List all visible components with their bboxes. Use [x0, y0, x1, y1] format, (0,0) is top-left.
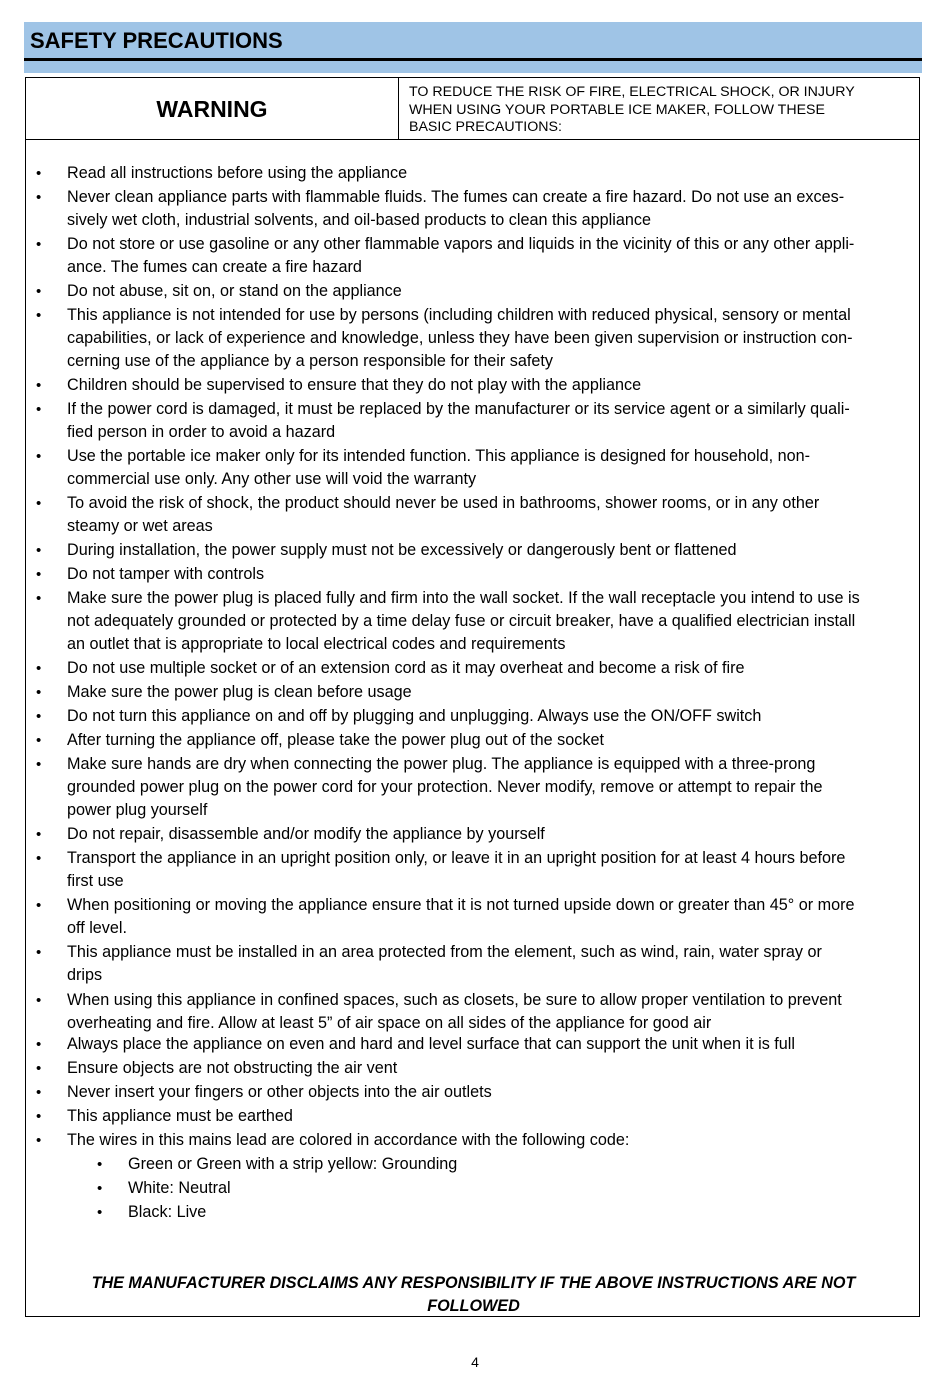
instruction-item — [36, 539, 917, 562]
instruction-line: Green or Green with a strip yellow: Grounding — [128, 1155, 458, 1173]
instruction-item — [36, 445, 917, 491]
instruction-item — [36, 186, 917, 232]
instruction-line: The wires in this mains lead are colored in accordance with the following code: — [67, 1131, 630, 1149]
instruction-item — [36, 233, 917, 279]
instruction-line: cerning use of the appliance by a person responsible for their safety — [67, 352, 553, 371]
instruction-line: off level. — [67, 919, 127, 938]
instruction-item — [36, 280, 917, 303]
instruction-line: Do not repair, disassemble and/or modify the appliance by yourself — [67, 825, 545, 843]
bullet-icon: • — [36, 756, 42, 773]
instruction-item — [36, 587, 917, 657]
instruction-line: Do not abuse, sit on, or stand on the appliance — [67, 282, 402, 300]
instruction-line: Do not tamper with controls — [67, 565, 265, 583]
instruction-line: Make sure the power plug is clean before usage — [67, 683, 412, 701]
instruction-item — [36, 941, 917, 987]
instruction-line: White: Neutral — [128, 1179, 231, 1197]
bullet-icon: • — [36, 850, 42, 867]
instruction-line: not adequately grounded or protected by a time delay fuse or circuit breaker, have a qualified electrician install — [67, 612, 856, 631]
instruction-item — [36, 1129, 917, 1152]
instruction-item — [36, 705, 917, 728]
instruction-line: Do not turn this appliance on and off by plugging and unplugging. Always use the ON/OFF switch — [67, 707, 762, 725]
disclaimer — [46, 1272, 901, 1318]
instruction-line: When using this appliance in confined spaces, such as closets, be sure to allow proper ventilation to prevent — [67, 991, 842, 1009]
instruction-line: If the power cord is damaged, it must be replaced by the manufacturer or its service agent or a similarly quali- — [67, 400, 850, 418]
bullet-icon: • — [36, 660, 42, 677]
warning-text — [409, 84, 909, 137]
instruction-item — [36, 989, 917, 1035]
instruction-line: Transport the appliance in an upright position only, or leave it in an upright position for at least 4 hours before — [67, 849, 846, 867]
precautions-box — [25, 77, 920, 1317]
instruction-item — [36, 1105, 917, 1128]
instruction-line: Always place the appliance on even and hard and level surface that can support the unit when it is full — [67, 1035, 795, 1053]
bullet-icon: • — [36, 1084, 42, 1101]
header-band — [24, 61, 922, 73]
instruction-item — [36, 1033, 917, 1056]
instruction-line: During installation, the power supply must not be excessively or dangerously bent or flattened — [67, 541, 737, 559]
instruction-line: Make sure hands are dry when connecting the power plug. The appliance is equipped with a three-prong — [67, 755, 816, 773]
instruction-item — [36, 374, 917, 397]
bullet-icon: • — [36, 992, 42, 1009]
warning-label: WARNING — [26, 78, 399, 139]
bullet-icon: • — [36, 189, 42, 206]
wire-code-item — [97, 1153, 908, 1176]
disclaimer-line: FOLLOWED — [427, 1297, 520, 1315]
instruction-line: This appliance is not intended for use by persons (including children with reduced physical, sensory or mental — [67, 306, 851, 324]
instruction-line: an outlet that is appropriate to local electrical codes and requirements — [67, 635, 566, 654]
bullet-icon: • — [36, 684, 42, 701]
bullet-icon: • — [97, 1156, 103, 1173]
instruction-item — [36, 847, 917, 893]
warning-text-line: BASIC PRECAUTIONS: — [409, 119, 562, 135]
instruction-item — [36, 1081, 917, 1104]
bullet-icon: • — [36, 1036, 42, 1053]
warning-text-line: TO REDUCE THE RISK OF FIRE, ELECTRICAL SHOCK, OR INJURY — [409, 84, 855, 100]
section-header — [24, 22, 922, 58]
instruction-line: ance. The fumes can create a fire hazard — [67, 258, 362, 277]
instruction-item — [36, 823, 917, 846]
instruction-line: After turning the appliance off, please take the power plug out of the socket — [67, 731, 604, 749]
page-number: 4 — [471, 1354, 479, 1370]
instruction-item — [36, 753, 917, 823]
bullet-icon: • — [36, 448, 42, 465]
bullet-icon: • — [36, 708, 42, 725]
instruction-line: Do not use multiple socket or of an extension cord as it may overheat and become a risk of fire — [67, 659, 745, 677]
bullet-icon: • — [36, 826, 42, 843]
instruction-item — [36, 563, 917, 586]
bullet-icon: • — [97, 1180, 103, 1197]
wire-code-item — [97, 1177, 908, 1200]
instruction-line: Children should be supervised to ensure that they do not play with the appliance — [67, 376, 642, 394]
bullet-icon: • — [36, 165, 42, 182]
bullet-icon: • — [36, 944, 42, 961]
instruction-item — [36, 894, 917, 940]
instruction-line: capabilities, or lack of experience and knowledge, unless they have been given supervision or instruction con- — [67, 329, 853, 348]
wire-code-item — [97, 1201, 908, 1224]
bullet-icon: • — [36, 732, 42, 749]
instruction-line: Black: Live — [128, 1203, 207, 1221]
instruction-line: When positioning or moving the appliance ensure that it is not turned upside down or greater than 45° or more — [67, 896, 855, 914]
instruction-item — [36, 162, 917, 185]
instruction-line: Read all instructions before using the appliance — [67, 164, 408, 182]
instruction-line: Do not store or use gasoline or any other flammable vapors and liquids in the vicinity of this or any other appli- — [67, 235, 855, 253]
warning-text-line: WHEN USING YOUR PORTABLE ICE MAKER, FOLLOW THESE — [409, 101, 825, 118]
instruction-item — [36, 681, 917, 704]
bullet-icon: • — [36, 307, 42, 324]
warning-row — [26, 78, 919, 140]
bullet-icon: • — [36, 566, 42, 583]
bullet-icon: • — [36, 377, 42, 394]
bullet-icon: • — [36, 542, 42, 559]
bullet-icon: • — [36, 401, 42, 418]
bullet-icon: • — [97, 1204, 103, 1221]
instruction-line: first use — [67, 872, 124, 891]
instruction-line: overheating and fire. Allow at least 5” of air space on all sides of the appliance for good air — [67, 1014, 712, 1033]
bullet-icon: • — [36, 283, 42, 300]
section-title: SAFETY PRECAUTIONS — [30, 28, 283, 53]
instruction-item — [36, 304, 917, 374]
instruction-line: Use the portable ice maker only for its intended function. This appliance is designed for household, non- — [67, 447, 810, 465]
instruction-item — [36, 398, 917, 444]
instruction-item — [36, 492, 917, 538]
instruction-line: fied person in order to avoid a hazard — [67, 423, 336, 442]
instruction-line: Never insert your fingers or other objects into the air outlets — [67, 1083, 492, 1101]
instruction-line: Never clean appliance parts with flammable fluids. The fumes can create a fire hazard. Do not use an exces- — [67, 188, 845, 206]
bullet-icon: • — [36, 1132, 42, 1149]
bullet-icon: • — [36, 897, 42, 914]
instruction-line: commercial use only. Any other use will void the warranty — [67, 470, 477, 489]
instruction-line: steamy or wet areas — [67, 517, 213, 536]
instruction-line: power plug yourself — [67, 801, 208, 820]
instruction-line: drips — [67, 966, 103, 985]
bullet-icon: • — [36, 590, 42, 607]
instruction-item — [36, 657, 917, 680]
instruction-line: Make sure the power plug is placed fully and firm into the wall socket. If the wall receptacle you intend to use is — [67, 589, 860, 607]
disclaimer-line: THE MANUFACTURER DISCLAIMS ANY RESPONSIBILITY IF THE ABOVE INSTRUCTIONS ARE NOT — [91, 1274, 856, 1292]
bullet-icon: • — [36, 236, 42, 253]
instruction-line: Ensure objects are not obstructing the air vent — [67, 1059, 398, 1077]
instruction-line: sively wet cloth, industrial solvents, and oil-based products to clean this appliance — [67, 211, 651, 230]
instruction-line: This appliance must be earthed — [67, 1107, 293, 1125]
instruction-line: grounded power plug on the power cord for your protection. Never modify, remove or attempt to repair the — [67, 778, 823, 797]
bullet-icon: • — [36, 1108, 42, 1125]
bullet-icon: • — [36, 1060, 42, 1077]
instruction-line: To avoid the risk of shock, the product should never be used in bathrooms, shower rooms, or in any other — [67, 494, 820, 512]
instruction-item — [36, 729, 917, 752]
bullet-icon: • — [36, 495, 42, 512]
instruction-item — [36, 1057, 917, 1080]
instruction-line: This appliance must be installed in an area protected from the element, such as wind, rain, water spray or — [67, 943, 822, 961]
